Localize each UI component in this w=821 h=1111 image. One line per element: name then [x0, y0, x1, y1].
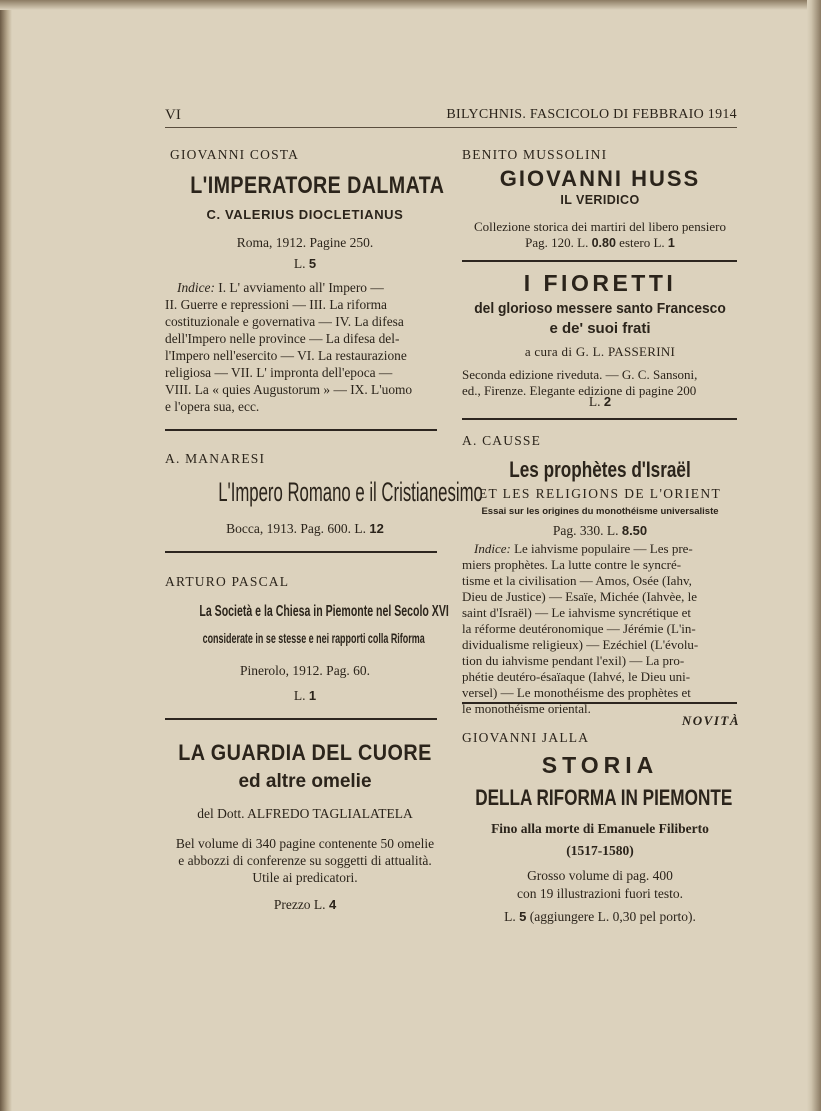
causse-subsubtitle: Essai sur les origines du monothéisme universaliste [481, 506, 719, 517]
guardia-price-label: Prezzo L. [273, 897, 326, 912]
guardia-desc-line-3: Utile ai predicatori. [252, 870, 358, 885]
costa-price-prefix: L. [293, 256, 306, 271]
fioretti-editor: a cura di G. L. PASSERINI [524, 344, 676, 359]
storia-years: (1517-1580) [566, 843, 634, 858]
mussolini-author: BENITO MUSSOLINI [462, 147, 608, 162]
costa-index [165, 279, 437, 415]
costa-index-label: Indice: [177, 280, 215, 295]
storia-price: 5 [519, 909, 527, 924]
causse-index-line-9: phétie deutéro-ésaïaque (Iahvé, le Dieu uni- [462, 669, 691, 684]
huss-title: GIOVANNI HUSS [499, 166, 701, 191]
storia-subtitle: DELLA RIFORMA IN PIEMONTE [475, 785, 733, 810]
huss-price-a: 0.80 [591, 236, 616, 250]
costa-imprint: Roma, 1912. Pagine 250. [236, 235, 374, 250]
causse-imprint-line [455, 523, 745, 539]
fioretti-subtitle-line-2: e de' suoi frati [549, 320, 651, 337]
huss-imprint-line [455, 235, 745, 251]
fioretti-subtitle-line-1: del glorioso messere santo Francesco [474, 300, 726, 317]
costa-author: GIOVANNI COSTA [170, 147, 300, 162]
causse-index-line-10: versel) — Le monothéisme des prophètes et [462, 685, 691, 700]
pascal-price: 1 [308, 688, 317, 703]
costa-index-line-3: costituzionale e governativa — IV. La difesa [165, 314, 404, 329]
page-number: VI [165, 107, 181, 123]
costa-index-line-7: VIII. La « quies Augustorum » — IX. L'uomo [165, 382, 413, 397]
fioretti-desc-line-2: ed., Firenze. Elegante edizione di pagine 200 [462, 383, 697, 398]
huss-series: Collezione storica dei martiri del libero pensiero [474, 219, 726, 234]
costa-subtitle: C. VALERIUS DIOCLETIANUS [206, 207, 404, 222]
page-top-edge [0, 0, 821, 10]
manaresi-title: L'Impero Romano e il Cristianesimo [218, 477, 483, 507]
running-title: BILYCHNIS. FASCICOLO DI FEBBRAIO 1914 [446, 107, 737, 122]
rule-after-pascal [165, 718, 437, 720]
rule-after-causse [462, 702, 737, 704]
pascal-price-prefix: L. [293, 688, 306, 703]
manaresi-price: 12 [369, 521, 384, 536]
causse-index-line-2: miers prophètes. La lutte contre le syncré- [462, 557, 682, 572]
jalla-author: GIOVANNI JALLA [462, 730, 590, 745]
manaresi-author: A. MANARESI [165, 451, 266, 466]
novita-badge: NOVITÀ [681, 713, 740, 728]
costa-index-line-2: II. Guerre e repressioni — III. La riforma [165, 297, 387, 312]
guardia-description [160, 835, 450, 886]
storia-desc-line-1: Grosso volume di pag. 400 [527, 868, 673, 883]
storia-price-note: (aggiungere L. 0,30 pel porto). [529, 909, 696, 924]
costa-price-line [165, 256, 445, 272]
causse-index-line-7: dividualisme religieux) — Ezéchiel (L'évolu- [462, 637, 699, 652]
storia-price-line [455, 909, 745, 925]
huss-imprint-b: estero L. [619, 235, 665, 250]
manaresi-imprint-line [165, 521, 445, 537]
rule-after-fioretti [462, 418, 737, 420]
storia-description [455, 867, 745, 903]
causse-index-line-5: saint d'Israël) — Le iahvisme syncrétique et [462, 605, 692, 620]
guardia-desc-line-1: Bel volume di 340 pagine contenente 50 omelie [175, 836, 435, 851]
guardia-price-line [165, 897, 445, 913]
manaresi-imprint: Bocca, 1913. Pag. 600. L. [226, 521, 366, 536]
guardia-subtitle: ed altre omelie [238, 771, 372, 792]
costa-price: 5 [308, 256, 317, 271]
fioretti-price-line [455, 394, 745, 410]
costa-title: L'IMPERATORE DALMATA [190, 172, 445, 199]
rule-after-costa [165, 429, 437, 431]
causse-index-line-3: tisme et la civilisation — Amos, Osée (Iahv, [462, 573, 692, 588]
page-right-edge [807, 0, 821, 1111]
huss-price-b: 1 [667, 236, 675, 250]
huss-imprint-a: Pag. 120. L. [525, 235, 589, 250]
rule-after-mussolini [462, 260, 737, 262]
causse-subtitle: ET LES RELIGIONS DE L'ORIENT [478, 486, 722, 501]
costa-index-line-8: e l'opera sua, ecc. [165, 399, 260, 414]
guardia-desc-line-2: e abbozzi di conferenze su soggetti di attualità. [178, 853, 432, 868]
guardia-title: LA GUARDIA DEL CUORE [178, 740, 432, 765]
storia-desc-line-2: con 19 illustrazioni fuori testo. [516, 886, 684, 901]
running-header [165, 107, 737, 125]
fioretti-title: I FIORETTI [523, 270, 677, 296]
fioretti-desc-line-1: Seconda edizione riveduta. — G. C. Sansoni, [462, 367, 698, 382]
causse-index-line-1: Indice: Le iahvisme populaire — Les pre- [474, 541, 693, 556]
causse-author: A. CAUSSE [462, 433, 542, 448]
pascal-title-line-2: considerate in se stesse e nei rapporti colla Riforma [202, 630, 425, 646]
storia-title: STORIA [541, 752, 659, 778]
causse-index-line-4: Dieu de Justice) — Esaïe, Michée (Iahvèe, le [462, 589, 697, 604]
causse-index-line-11: le monothéisme oriental. [462, 701, 591, 716]
costa-index-line-5: l'Impero nell'esercito — VI. La restaurazione [165, 348, 407, 363]
rule-after-manaresi [165, 551, 437, 553]
guardia-author-line: del Dott. ALFREDO TAGLIALATELA [197, 806, 413, 821]
costa-index-line-1: Indice: I. L' avviamento all' Impero — [177, 280, 384, 295]
huss-subtitle: IL VERIDICO [560, 193, 640, 207]
pascal-title-line-1: La Società e la Chiesa in Piemonte nel Secolo XVI [199, 603, 449, 620]
causse-title: Les prophètes d'Israël [509, 457, 691, 482]
costa-index-line-4: dell'Impero nelle province — La difesa del- [165, 331, 400, 346]
causse-index [462, 541, 737, 717]
fioretti-price-prefix: L. [588, 394, 601, 409]
pascal-imprint: Pinerolo, 1912. Pag. 60. [239, 663, 371, 678]
storia-price-prefix: L. [504, 909, 516, 924]
pascal-author: ARTURO PASCAL [165, 574, 290, 589]
page-binding-shadow [0, 0, 12, 1111]
storia-range: Fino alla morte di Emanuele Filiberto [491, 821, 709, 836]
header-rule [165, 127, 737, 128]
fioretti-price: 2 [603, 394, 612, 409]
causse-index-line-6: la réforme deutéronomique — Jérémie (L'in- [462, 621, 696, 636]
causse-index-line-8: tion du iahvisme pendant l'exil) — La pro- [462, 653, 685, 668]
causse-imprint: Pag. 330. L. [552, 523, 619, 538]
guardia-price: 4 [328, 897, 337, 912]
pascal-price-line [165, 688, 445, 704]
causse-price: 8.50 [621, 523, 648, 538]
causse-index-label: Indice: [474, 541, 511, 556]
costa-index-line-6: religiosa — VII. L' impronta dell'epoca — [165, 365, 393, 380]
